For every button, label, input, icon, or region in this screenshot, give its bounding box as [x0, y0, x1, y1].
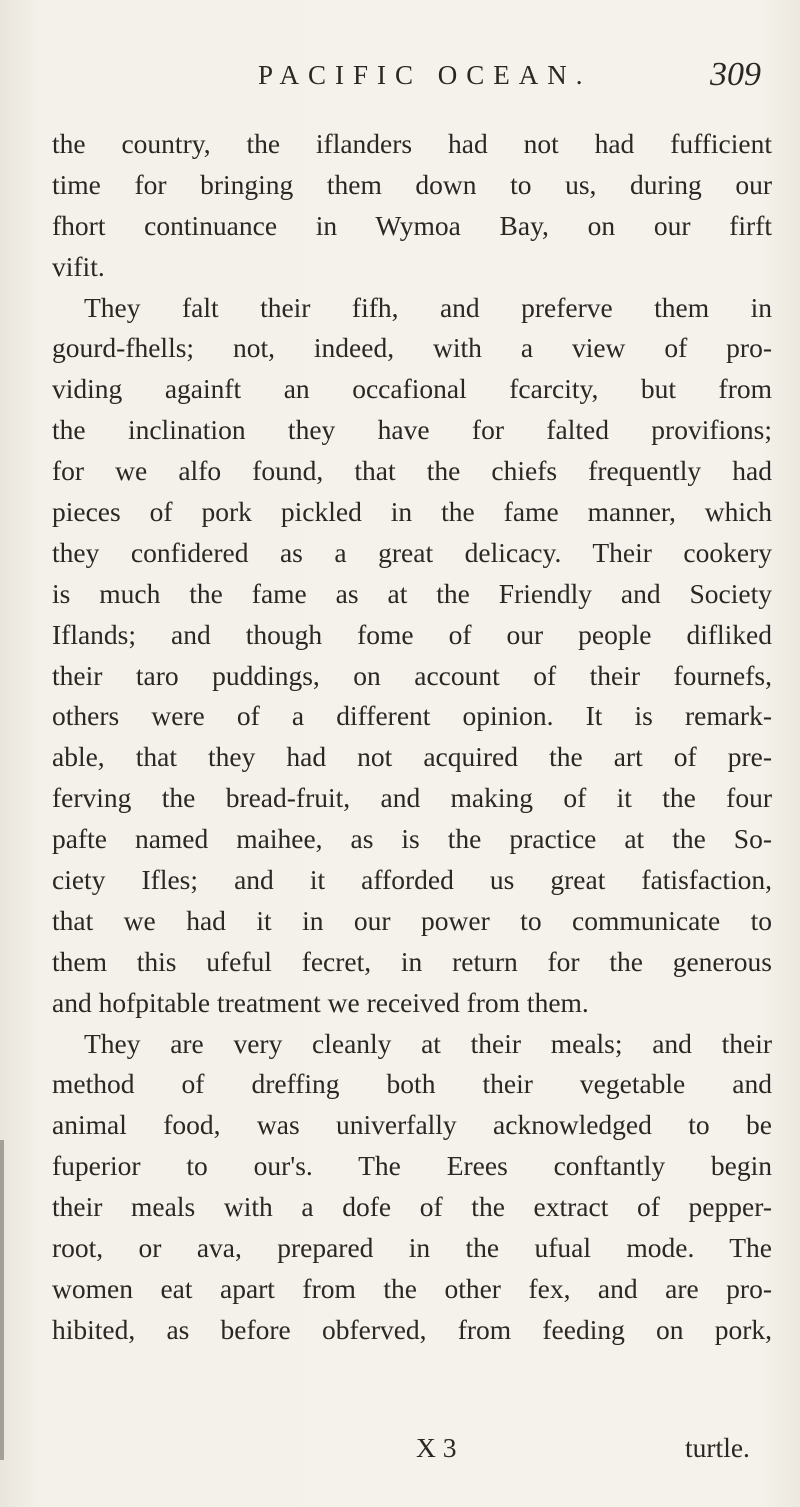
text-line: pafte named maihee, as is the practice at the So- — [52, 823, 772, 855]
text-line: ciety Ifles; and it afforded us great fatisfaction, — [52, 864, 772, 896]
text-line: that we had it in our power to communicate to — [52, 904, 772, 936]
text-line: They falt their fifh, and preferve them in — [84, 291, 772, 323]
text-line: the inclination they have for falted provifions; — [52, 414, 772, 446]
text-line: They are very cleanly at their meals; and their — [84, 1027, 772, 1059]
catchline — [0, 1432, 800, 1472]
text-line: their taro puddings, on account of their fournefs, — [52, 659, 772, 691]
text-line: root, or ava, prepared in the ufual mode. The — [52, 1232, 772, 1264]
text-line: for we alfo found, that the chiefs frequently had — [52, 455, 772, 487]
text-line: fuperior to our's. The Erees conftantly begin — [52, 1150, 772, 1182]
text-line: animal food, was univerfally acknowledged to be — [52, 1109, 772, 1141]
text-line: hibited, as before obferved, from feeding on pork, — [52, 1313, 772, 1345]
text-line: them this ufeful fecret, in return for the generous — [52, 945, 772, 977]
text-line: Iflands; and though fome of our people difliked — [52, 618, 772, 650]
page-number: 309 — [710, 56, 761, 93]
text-line: the country, the iflanders had not had fufficient — [52, 128, 772, 159]
running-head — [0, 52, 800, 92]
text-line: time for bringing them down to us, during our — [52, 168, 772, 200]
signature-mark: X 3 — [416, 1432, 457, 1463]
text-line: women eat apart from the other fex, and are pro- — [52, 1272, 772, 1304]
text-line: vifit. — [52, 250, 105, 282]
text-line: others were of a different opinion. It is remark- — [52, 700, 772, 732]
text-line: their meals with a dofe of the extract of pepper- — [52, 1191, 772, 1223]
text-line: able, that they had not acquired the art of pre- — [52, 741, 772, 773]
text-line: gourd-fhells; not, indeed, with a view of pro- — [52, 332, 772, 364]
text-line: viding againft an occafional fcarcity, but from — [52, 373, 772, 405]
running-head-title: PACIFIC OCEAN. — [258, 60, 592, 90]
text-line: ferving the bread-fruit, and making of it the four — [52, 782, 772, 814]
text-line: fhort continuance in Wymoa Bay, on our firft — [52, 209, 772, 241]
text-line: and hofpitable treatment we received from them. — [52, 986, 589, 1018]
text-line: pieces of pork pickled in the fame manner, which — [52, 496, 772, 528]
text-line: method of dreffing both their vegetable and — [52, 1068, 772, 1100]
body-text — [52, 124, 772, 1351]
text-line: they confidered as a great delicacy. Their cookery — [52, 536, 772, 568]
text-line: is much the fame as at the Friendly and Society — [52, 577, 772, 609]
catchword: turtle. — [685, 1432, 750, 1463]
binding-shadow — [0, 1140, 4, 1460]
